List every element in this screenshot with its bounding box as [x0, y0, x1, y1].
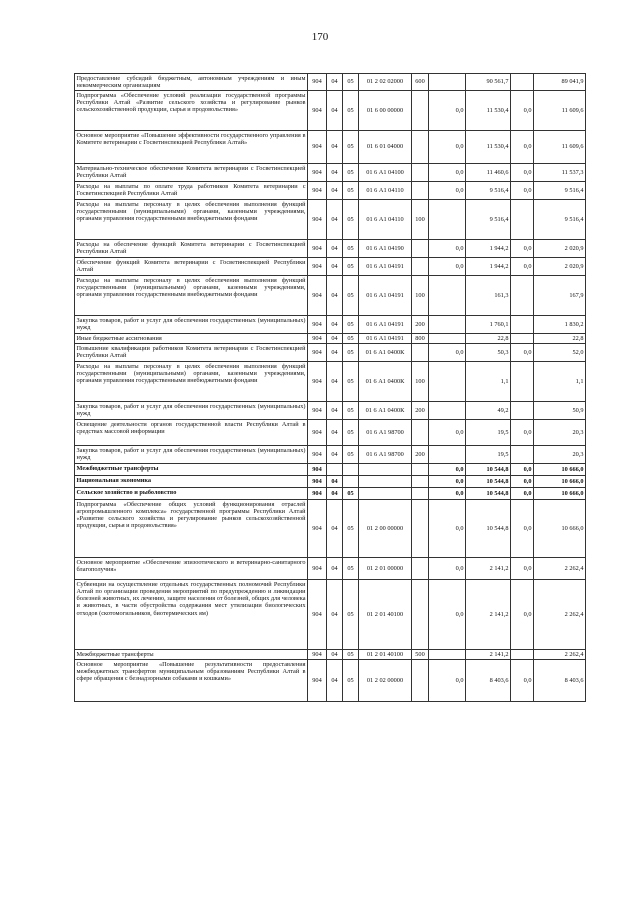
expense-type-code: [412, 660, 429, 702]
row-name: Повышение квалификации работников Комитета ветеринарии с Госветинспекцией Республики Алтай: [75, 344, 308, 362]
value-col-1: 0,0: [429, 344, 466, 362]
subsection-code: 05: [343, 276, 359, 316]
value-col-1: 0,0: [429, 240, 466, 258]
value-col-3: 0,0: [511, 464, 534, 476]
grbs-code: 904: [308, 660, 327, 702]
row-name: Расходы на выплаты по оплате труда работников Комитета ветеринарии с Госветинспекцией Республики Алтай: [75, 182, 308, 200]
value-col-2: 161,3: [466, 276, 511, 316]
value-col-2: 10 544,8: [466, 488, 511, 500]
value-col-2: 9 516,4: [466, 182, 511, 200]
value-col-2: 1,1: [466, 362, 511, 402]
target-article-code: 01 6 А1 04100: [359, 164, 412, 182]
table-row: [75, 420, 586, 446]
row-name: Субвенции на осуществление отдельных государственных полномочий Республики Алтай по организации проведения мероприятий по предупреждению и ликвидации болезней животных, их лечению, защите населения от болезней, общих для человека и животных, в части обустройства содержания мест утилизации биологических отходов (скотомогильников, биотермических ям): [75, 580, 308, 650]
section-code: 04: [327, 240, 343, 258]
value-col-2: 10 544,8: [466, 476, 511, 488]
subsection-code: 05: [343, 258, 359, 276]
expense-type-code: [412, 500, 429, 558]
target-article-code: 01 2 02 02000: [359, 74, 412, 91]
section-code: 04: [327, 182, 343, 200]
value-col-2: 49,2: [466, 402, 511, 420]
value-col-4: 2 262,4: [534, 580, 586, 650]
subsection-code: 05: [343, 500, 359, 558]
table-row: [75, 500, 586, 558]
section-code: 04: [327, 558, 343, 580]
expense-type-code: [412, 464, 429, 476]
expense-type-code: [412, 164, 429, 182]
row-name: Закупка товаров, работ и услуг для обеспечения государственных (муниципальных) нужд: [75, 316, 308, 334]
value-col-4: 167,9: [534, 276, 586, 316]
row-name: Расходы на обеспечение функций Комитета ветеринарии с Госветинспекцией Республики Алтай: [75, 240, 308, 258]
table-row: [75, 446, 586, 464]
section-code: 04: [327, 164, 343, 182]
subsection-code: [343, 476, 359, 488]
table-row: [75, 131, 586, 164]
subsection-code: 05: [343, 650, 359, 660]
row-name: Освещение деятельности органов государственной власти Республики Алтай в средствах массовой информации: [75, 420, 308, 446]
target-article-code: 01 6 А1 98700: [359, 446, 412, 464]
subsection-code: 05: [343, 200, 359, 240]
target-article-code: [359, 464, 412, 476]
target-article-code: 01 6 А1 04191: [359, 316, 412, 334]
table-row: [75, 164, 586, 182]
section-code: 04: [327, 258, 343, 276]
table-row: [75, 74, 586, 91]
grbs-code: 904: [308, 334, 327, 344]
value-col-3: [511, 650, 534, 660]
value-col-3: 0,0: [511, 476, 534, 488]
grbs-code: 904: [308, 580, 327, 650]
table-row: [75, 344, 586, 362]
value-col-4: 11 609,6: [534, 91, 586, 131]
value-col-3: 0,0: [511, 344, 534, 362]
value-col-3: [511, 446, 534, 464]
value-col-4: 20,3: [534, 446, 586, 464]
target-article-code: 01 2 02 00000: [359, 660, 412, 702]
target-article-code: 01 6 А1 04110: [359, 182, 412, 200]
value-col-4: 22,8: [534, 334, 586, 344]
value-col-1: 0,0: [429, 91, 466, 131]
target-article-code: 01 2 01 00000: [359, 558, 412, 580]
section-code: 04: [327, 91, 343, 131]
section-code: 04: [327, 131, 343, 164]
target-article-code: 01 2 01 40100: [359, 650, 412, 660]
grbs-code: 904: [308, 344, 327, 362]
row-name: Межбюджетные трансферты: [75, 464, 308, 476]
section-code: 04: [327, 660, 343, 702]
expense-type-code: 600: [412, 74, 429, 91]
table-row: [75, 488, 586, 500]
section-code: 04: [327, 580, 343, 650]
target-article-code: 01 6 01 04000: [359, 131, 412, 164]
target-article-code: 01 6 А1 04191: [359, 258, 412, 276]
subsection-code: 05: [343, 362, 359, 402]
value-col-4: 10 666,0: [534, 464, 586, 476]
table-row: [75, 182, 586, 200]
value-col-2: 2 141,2: [466, 558, 511, 580]
subsection-code: 05: [343, 558, 359, 580]
value-col-3: [511, 362, 534, 402]
value-col-2: 9 516,4: [466, 200, 511, 240]
section-code: 04: [327, 476, 343, 488]
value-col-3: 0,0: [511, 164, 534, 182]
grbs-code: 904: [308, 362, 327, 402]
row-name: Расходы на выплаты персоналу в целях обеспечения выполнения функций государственными (муниципальными) органами, казенными учреждениями, органами управления государственными внебюджетными фондами: [75, 200, 308, 240]
table-row: [75, 91, 586, 131]
expense-type-code: [412, 344, 429, 362]
grbs-code: 904: [308, 74, 327, 91]
value-col-3: 0,0: [511, 258, 534, 276]
expense-type-code: 500: [412, 650, 429, 660]
value-col-2: 2 141,2: [466, 580, 511, 650]
table-row: [75, 558, 586, 580]
target-article-code: [359, 488, 412, 500]
value-col-4: 1 830,2: [534, 316, 586, 334]
value-col-4: 1,1: [534, 362, 586, 402]
grbs-code: 904: [308, 182, 327, 200]
expense-type-code: 200: [412, 446, 429, 464]
section-code: 04: [327, 344, 343, 362]
subsection-code: 05: [343, 316, 359, 334]
row-name: Материально-техническое обеспечение Комитета ветеринарии с Госветинспекцией Республики Алтай: [75, 164, 308, 182]
row-name: Основное мероприятие «Повышение эффективности государственного управления в Комитете ветеринарии с Госветинспекцией Республики Алтай»: [75, 131, 308, 164]
subsection-code: 05: [343, 402, 359, 420]
table-row: [75, 580, 586, 650]
expense-type-code: [412, 91, 429, 131]
value-col-3: 0,0: [511, 660, 534, 702]
subsection-code: 05: [343, 182, 359, 200]
target-article-code: 01 2 01 40100: [359, 580, 412, 650]
value-col-4: 9 516,4: [534, 182, 586, 200]
value-col-4: 9 516,4: [534, 200, 586, 240]
value-col-2: 11 460,6: [466, 164, 511, 182]
expense-type-code: [412, 131, 429, 164]
value-col-2: 19,5: [466, 446, 511, 464]
row-name: Иные бюджетные ассигнования: [75, 334, 308, 344]
subsection-code: 05: [343, 488, 359, 500]
value-col-4: 2 262,4: [534, 650, 586, 660]
expense-type-code: 800: [412, 334, 429, 344]
target-article-code: 01 6 А1 0400К: [359, 344, 412, 362]
value-col-1: [429, 334, 466, 344]
value-col-3: 0,0: [511, 182, 534, 200]
value-col-2: 1 760,1: [466, 316, 511, 334]
value-col-2: 10 544,8: [466, 500, 511, 558]
row-name: Закупка товаров, работ и услуг для обеспечения государственных (муниципальных) нужд: [75, 402, 308, 420]
subsection-code: 05: [343, 660, 359, 702]
value-col-1: [429, 200, 466, 240]
section-code: 04: [327, 420, 343, 446]
value-col-2: 8 403,6: [466, 660, 511, 702]
grbs-code: 904: [308, 476, 327, 488]
table-row: [75, 316, 586, 334]
row-name: Сельское хозяйство и рыболовство: [75, 488, 308, 500]
table-row: [75, 258, 586, 276]
table-row: [75, 476, 586, 488]
value-col-3: 0,0: [511, 240, 534, 258]
section-code: 04: [327, 650, 343, 660]
grbs-code: 904: [308, 91, 327, 131]
grbs-code: 904: [308, 276, 327, 316]
row-name: Подпрограмма «Обеспечение общих условий функционирования отраслей агропромышленного комплекса» государственной программы Республики Алтай «Развитие сельского хозяйства и регулирование рынков сельскохозяйственной продукции, сырья и продовольствия»: [75, 500, 308, 558]
value-col-2: 22,8: [466, 334, 511, 344]
target-article-code: 01 6 00 00000: [359, 91, 412, 131]
grbs-code: 904: [308, 446, 327, 464]
value-col-1: [429, 74, 466, 91]
table-row: [75, 402, 586, 420]
table-row: [75, 650, 586, 660]
expense-type-code: 100: [412, 200, 429, 240]
value-col-1: [429, 316, 466, 334]
value-col-3: 0,0: [511, 131, 534, 164]
value-col-4: 10 666,0: [534, 476, 586, 488]
subsection-code: [343, 464, 359, 476]
value-col-1: 0,0: [429, 420, 466, 446]
value-col-1: 0,0: [429, 558, 466, 580]
section-code: 04: [327, 316, 343, 334]
expense-type-code: 200: [412, 402, 429, 420]
row-name: Расходы на выплаты персоналу в целях обеспечения выполнения функций государственными (муниципальными) органами, казенными учреждениями, органами управления государственными внебюджетными фондами: [75, 362, 308, 402]
value-col-3: 0,0: [511, 500, 534, 558]
expense-type-code: 200: [412, 316, 429, 334]
section-code: 04: [327, 362, 343, 402]
target-article-code: 01 6 А1 04191: [359, 334, 412, 344]
value-col-4: 89 041,9: [534, 74, 586, 91]
row-name: Национальная экономика: [75, 476, 308, 488]
section-code: 04: [327, 500, 343, 558]
target-article-code: 01 6 А1 04191: [359, 276, 412, 316]
target-article-code: 01 2 00 00000: [359, 500, 412, 558]
expense-type-code: [412, 420, 429, 446]
expense-type-code: [412, 258, 429, 276]
table-row: [75, 362, 586, 402]
value-col-3: [511, 316, 534, 334]
section-code: 04: [327, 200, 343, 240]
target-article-code: 01 6 А1 0400К: [359, 402, 412, 420]
value-col-1: 0,0: [429, 580, 466, 650]
table-row: [75, 464, 586, 476]
table-row: [75, 660, 586, 702]
row-name: Подпрограмма «Обеспечение условий реализации государственной программы Республики Алтай «Развитие сельского хозяйства и регулирование рынков сельскохозяйственной продукции, сырья и продовольствия»: [75, 91, 308, 131]
grbs-code: 904: [308, 164, 327, 182]
table-row: [75, 276, 586, 316]
section-code: [327, 464, 343, 476]
subsection-code: 05: [343, 131, 359, 164]
target-article-code: 01 6 А1 04110: [359, 200, 412, 240]
subsection-code: 05: [343, 164, 359, 182]
row-name: Предоставление субсидий бюджетным, автономным учреждениям и иным некоммерческим организациям: [76, 74, 306, 89]
table-row: [75, 240, 586, 258]
value-col-3: [511, 200, 534, 240]
row-name: Закупка товаров, работ и услуг для обеспечения государственных (муниципальных) нужд: [75, 446, 308, 464]
value-col-3: 0,0: [511, 488, 534, 500]
value-col-3: [511, 334, 534, 344]
subsection-code: 05: [343, 420, 359, 446]
row-name: Межбюджетные трансферты: [75, 650, 308, 660]
value-col-2: 90 561,7: [466, 74, 511, 91]
subsection-code: 05: [343, 344, 359, 362]
grbs-code: 904: [308, 240, 327, 258]
subsection-code: 05: [343, 446, 359, 464]
value-col-3: 0,0: [511, 91, 534, 131]
value-col-3: [511, 276, 534, 316]
target-article-code: 01 6 А1 0400К: [359, 362, 412, 402]
grbs-code: 904: [308, 200, 327, 240]
value-col-2: 11 530,4: [466, 91, 511, 131]
subsection-code: 05: [343, 580, 359, 650]
grbs-code: 904: [308, 558, 327, 580]
row-name: Основное мероприятие «Обеспечение эпизоотического и ветеринарно-санитарного благополучия»: [75, 558, 308, 580]
value-col-1: 0,0: [429, 182, 466, 200]
row-name: Расходы на выплаты персоналу в целях обеспечения выполнения функций государственными (муниципальными) органами, казенными учреждениями, органами управления государственными внебюджетными фондами: [75, 276, 308, 316]
subsection-code: 05: [343, 240, 359, 258]
value-col-2: 2 141,2: [466, 650, 511, 660]
row-name: Основное мероприятие «Повышение результативности предоставления межбюджетных трансфертов муниципальным образованиям Республики Алтай в сфере обращения с безнадзорными собаками и кошками»: [75, 660, 308, 702]
table-row: [75, 334, 586, 344]
grbs-code: 904: [308, 464, 327, 476]
value-col-3: [511, 402, 534, 420]
value-col-4: 8 403,6: [534, 660, 586, 702]
target-article-code: 01 6 А1 98700: [359, 420, 412, 446]
target-article-code: 01 6 А1 04190: [359, 240, 412, 258]
grbs-code: 904: [308, 258, 327, 276]
section-code: 04: [327, 488, 343, 500]
section-code: 04: [327, 276, 343, 316]
value-col-4: 11 537,3: [534, 164, 586, 182]
subsection-code: 05: [343, 91, 359, 131]
row-name: Обеспечение функций Комитета ветеринарии с Госветинспекцией Республики Алтай: [75, 258, 308, 276]
expense-type-code: [412, 240, 429, 258]
expense-type-code: [412, 488, 429, 500]
section-code: 04: [327, 402, 343, 420]
value-col-4: 2 020,9: [534, 240, 586, 258]
value-col-2: 1 944,2: [466, 258, 511, 276]
page-number: 170: [311, 31, 329, 43]
value-col-1: [429, 650, 466, 660]
grbs-code: 904: [308, 402, 327, 420]
value-col-1: 0,0: [429, 258, 466, 276]
value-col-1: [429, 446, 466, 464]
section-code: 04: [327, 446, 343, 464]
value-col-2: 11 530,4: [466, 131, 511, 164]
value-col-4: 11 609,6: [534, 131, 586, 164]
value-col-2: 50,3: [466, 344, 511, 362]
value-col-1: 0,0: [429, 131, 466, 164]
value-col-4: 2 262,4: [534, 558, 586, 580]
value-col-1: 0,0: [429, 500, 466, 558]
value-col-1: [429, 402, 466, 420]
grbs-code: 904: [308, 131, 327, 164]
grbs-code: 904: [308, 650, 327, 660]
target-article-code: [359, 476, 412, 488]
expense-type-code: [412, 558, 429, 580]
value-col-3: 0,0: [511, 558, 534, 580]
expense-type-code: [412, 476, 429, 488]
expense-type-code: [412, 182, 429, 200]
budget-table: [74, 73, 586, 702]
value-col-4: 2 020,9: [534, 258, 586, 276]
value-col-1: 0,0: [429, 660, 466, 702]
value-col-4: 10 666,0: [534, 488, 586, 500]
value-col-1: 0,0: [429, 476, 466, 488]
value-col-2: 10 544,8: [466, 464, 511, 476]
expense-type-code: 100: [412, 276, 429, 316]
table-row: [75, 200, 586, 240]
value-col-3: 0,0: [511, 580, 534, 650]
grbs-code: 904: [308, 488, 327, 500]
value-col-1: 0,0: [429, 464, 466, 476]
section-code: 04: [327, 334, 343, 344]
grbs-code: 904: [308, 500, 327, 558]
value-col-1: 0,0: [429, 164, 466, 182]
value-col-4: 50,9: [534, 402, 586, 420]
value-col-3: [511, 74, 534, 91]
subsection-code: 05: [343, 74, 359, 91]
value-col-4: 20,3: [534, 420, 586, 446]
grbs-code: 904: [308, 420, 327, 446]
value-col-1: 0,0: [429, 488, 466, 500]
expense-type-code: 100: [412, 362, 429, 402]
value-col-3: 0,0: [511, 420, 534, 446]
section-code: 04: [327, 74, 343, 91]
value-col-1: [429, 362, 466, 402]
value-col-2: 1 944,2: [466, 240, 511, 258]
subsection-code: 05: [343, 334, 359, 344]
grbs-code: 904: [308, 316, 327, 334]
value-col-2: 19,5: [466, 420, 511, 446]
value-col-4: 52,0: [534, 344, 586, 362]
value-col-1: [429, 276, 466, 316]
value-col-4: 10 666,0: [534, 500, 586, 558]
expense-type-code: [412, 580, 429, 650]
